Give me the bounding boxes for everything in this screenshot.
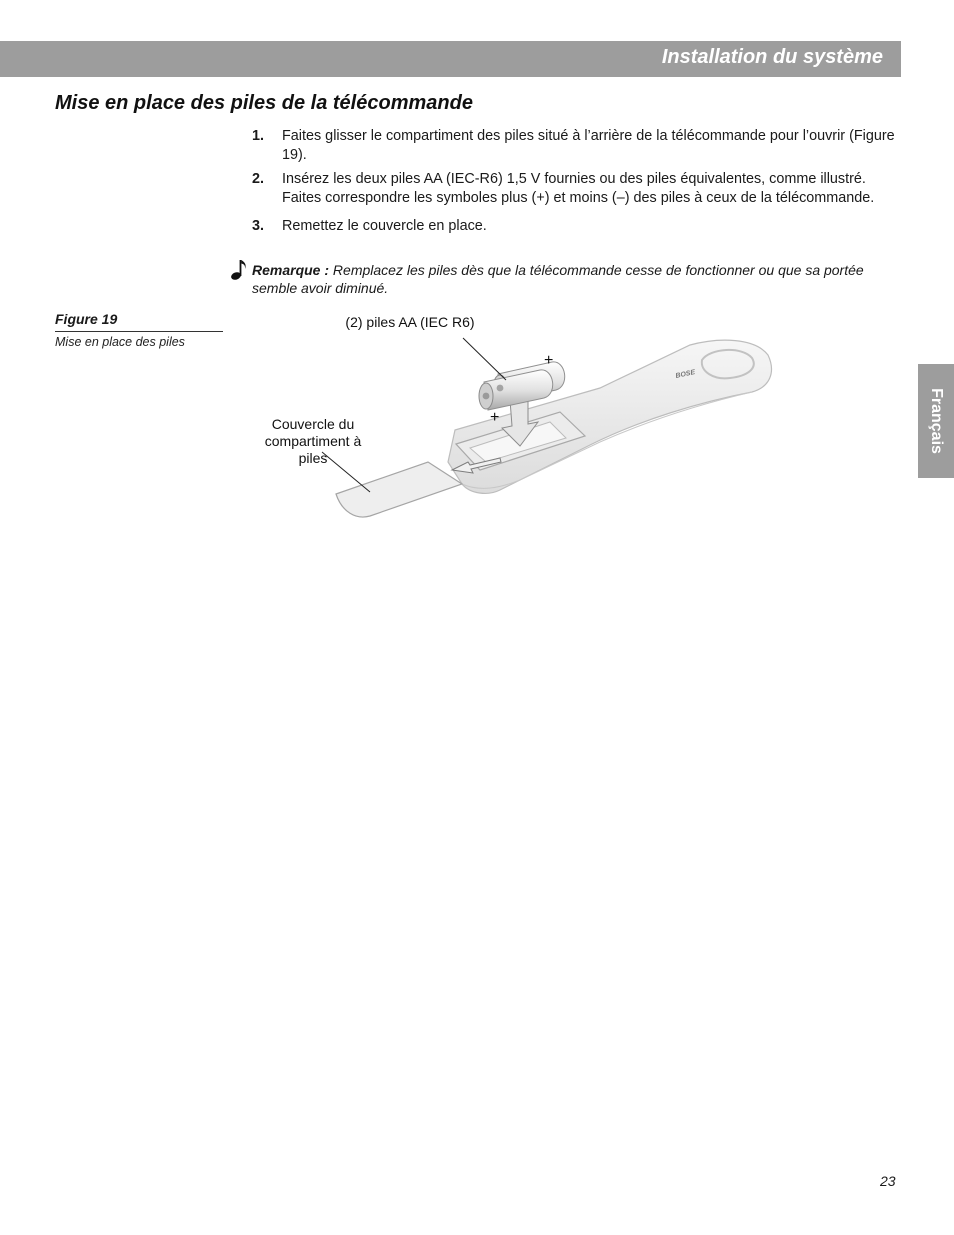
plus-symbol-bottom: + [490,409,500,426]
remote-battery-illustration [0,0,954,540]
note-body: Remplacez les piles dès que la télécommande cesse de fonctionner ou que sa portée semble avoir diminué. [252,262,864,296]
page-number: 23 [880,1173,896,1189]
step-number: 1. [252,128,265,144]
plus-symbol-top: + [544,352,554,369]
step-text: Faites glisser le compartiment des piles situé à l’arrière de la télécommande pour l’ouvrir (Figure 19). [282,128,895,163]
battery-cover [336,462,462,517]
battery-front [484,370,553,410]
language-tab-label: Français [928,388,945,454]
step-text: Insérez les deux piles AA (IEC-R6) 1,5 V fournies ou des piles équivalentes, comme illustré. Faites correspondre les symboles plus (+) et moins (–) des piles à ceux de la télécommande. [282,171,875,206]
note-label: Remarque : [252,262,330,278]
remote-logo: BOSE [674,368,696,380]
battery-front-terminal [483,393,490,400]
batteries-callout: (2) piles AA (IEC R6) [345,314,475,330]
battery-back-terminal [497,385,504,392]
step-number: 3. [252,218,265,234]
step-number: 2. [252,171,265,187]
cover-callout: Couvercle du compartiment à piles [264,416,362,466]
figure-caption: Mise en place des piles [55,335,185,349]
step-text: Remettez le couvercle en place. [282,218,487,234]
section-title: Mise en place des piles de la télécommande [55,92,473,114]
language-tab [918,364,954,478]
figure-label: Figure 19 [55,311,223,332]
battery-leader-line [463,338,506,380]
header-title: Installation du système [661,46,883,68]
